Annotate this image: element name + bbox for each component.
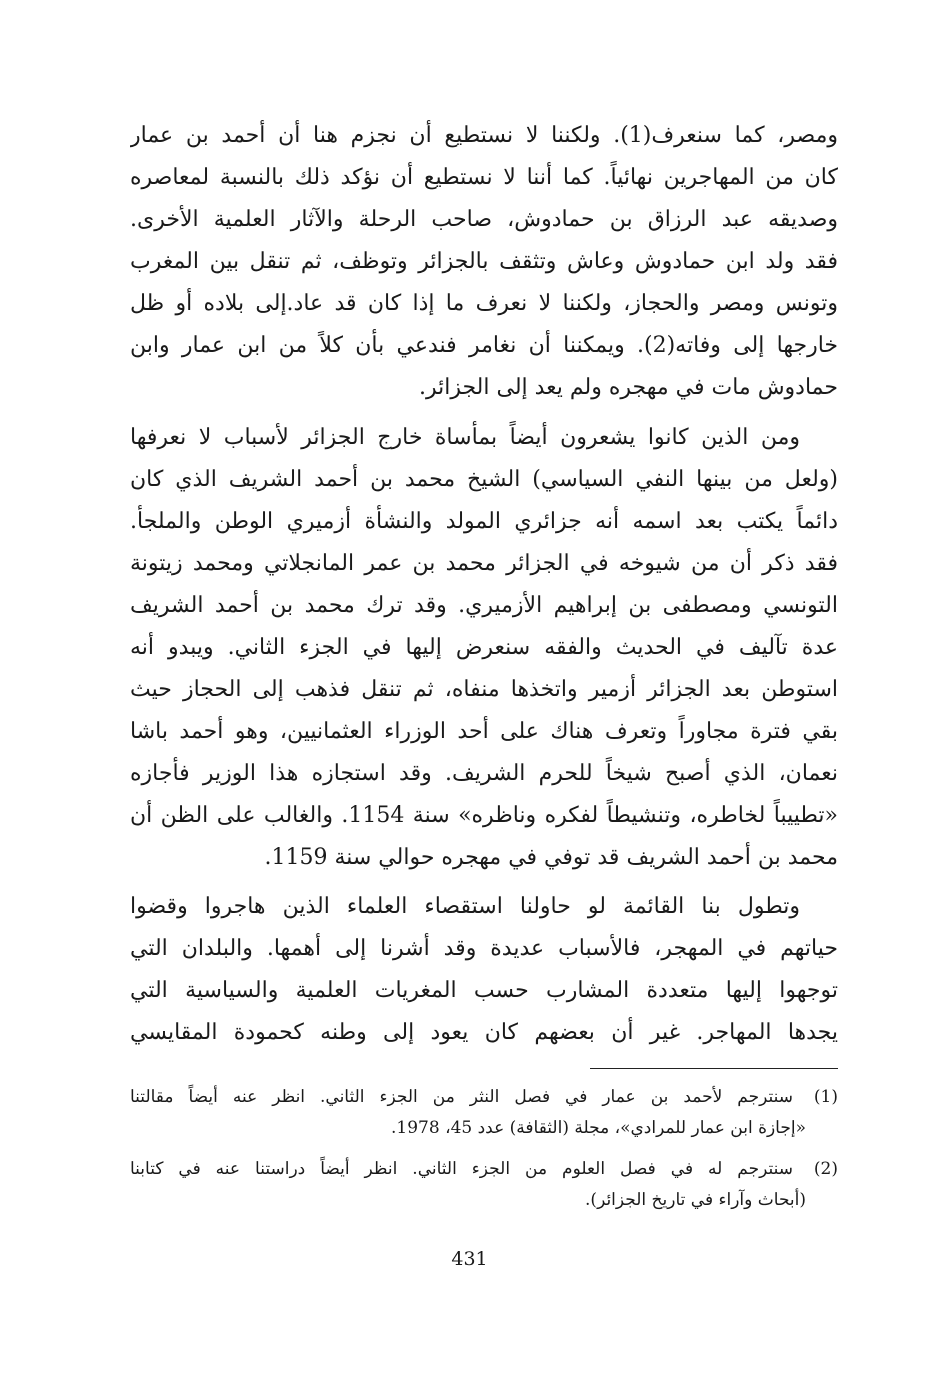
- text-line: وتطول بنا القائمة لو حاولنا استقصاء العلماء الذين هاجروا وقضوا: [130, 894, 800, 919]
- paragraph-3: [130, 886, 838, 1054]
- text-line: ومصر، كما سنعرف(1). ولكننا لا نستطيع أن نجزم هنا أن أحمد بن عمار: [130, 123, 838, 148]
- footnote-text: سنترجم لأحمد بن عمار في فصل النثر من الجزء الثاني. انظر عنه أيضاً مقالتنا: [130, 1087, 794, 1107]
- footnotes: [130, 1082, 838, 1226]
- text-line: خارجها إلى وفاته(2). ويمكننا أن نغامر فندعي بأن كلاً من ابن عمار وابن: [130, 333, 838, 358]
- text-line: فقد ولد ابن حمادوش وعاش وتثقف بالجزائر وتوظف، ثم تنقل بين المغرب: [130, 249, 838, 274]
- text-line: حمادوش مات في مهجره ولم يعد إلى الجزائر.: [418, 375, 838, 400]
- footnote-divider: [590, 1068, 838, 1069]
- text-line: عدة تآليف في الحديث والفقه سنعرض إليها في الجزء الثاني. ويبدو أنه: [130, 635, 838, 660]
- text-line: محمد بن أحمد الشريف قد توفي في مهجره حوالي سنة 1159.: [264, 845, 838, 870]
- text-line: حياتهم في المهجر، فالأسباب عديدة وقد أشرنا إلى أهمها. والبلدان التي: [130, 936, 838, 961]
- text-line: (ولعل من بينها النفي السياسي) الشيخ محمد بن أحمد الشريف الذي كان: [130, 467, 838, 492]
- footnote-line: (أبحاث وآراء في تاريخ الجزائر).: [585, 1190, 806, 1210]
- paragraph-2: [130, 417, 838, 879]
- footnote-line: [130, 1082, 838, 1113]
- text-line: استوطن بعد الجزائر أزمير واتخذها منفاه، ثم تنقل فذهب إلى الحجاز حيث: [130, 677, 838, 702]
- text-line: دائماً يكتب بعد اسمه أنه جزائري المولد والنشأة أزميري الوطن والملجأ.: [130, 509, 838, 534]
- footnote-line: [130, 1154, 838, 1185]
- footnote-2: [130, 1154, 838, 1216]
- footnote-number: (1): [813, 1087, 838, 1107]
- text-line: كان من المهاجرين نهائياً. كما أننا لا نستطيع أن نؤكد ذلك بالنسبة لمعاصره: [130, 165, 838, 190]
- text-line: يجدها المهاجر. غير أن بعضهم كان يعود إلى وطنه كحمودة المقايسي: [130, 1020, 838, 1045]
- footnote-number: (2): [813, 1159, 838, 1179]
- footnote-text: سنترجم له في فصل العلوم من الجزء الثاني. انظر أيضاً دراستنا عنه في كتابنا: [130, 1159, 794, 1179]
- text-line: وتونس ومصر والحجاز، ولكننا لا نعرف ما إذا كان قد عاد.إلى بلاده أو ظل: [130, 291, 838, 316]
- text-line: نعمان، الذي أصبح شيخاً للحرم الشريف. وقد استجازه هذا الوزير فأجازه: [130, 761, 838, 786]
- text-line: بقي فترة مجاوراً وتعرف هناك على أحد الوزراء العثمانيين، وهو أحمد باشا: [130, 719, 838, 744]
- footnote-1: [130, 1082, 838, 1144]
- page-number: 431: [451, 1248, 488, 1270]
- paragraph-1: [130, 115, 838, 409]
- text-line: «تطييباً لخاطره، وتنشيطاً لفكره وناظره» سنة 1154. والغالب على الظن أن: [130, 803, 838, 828]
- text-line: فقد ذكر أن من شيوخه في الجزائر محمد بن عمر المانجلاتي ومحمد زيتونة: [130, 551, 838, 576]
- text-line: ومن الذين كانوا يشعرون أيضاً بمأساة خارج الجزائر لأسباب لا نعرفها: [130, 425, 800, 450]
- footnote-line: «إجازة ابن عمار للمرادي»، مجلة (الثقافة) عدد 45، 1978.: [391, 1118, 806, 1138]
- text-line: توجهوا إليها متعددة المشارب حسب المغريات العلمية والسياسية التي: [130, 978, 838, 1003]
- text-line: وصديقه عبد الرزاق بن حمادوش، صاحب الرحلة والآثار العلمية الأخرى.: [130, 207, 838, 232]
- text-line: التونسي ومصطفى بن إبراهيم الأزميري. وقد ترك محمد بن أحمد الشريف: [130, 593, 838, 618]
